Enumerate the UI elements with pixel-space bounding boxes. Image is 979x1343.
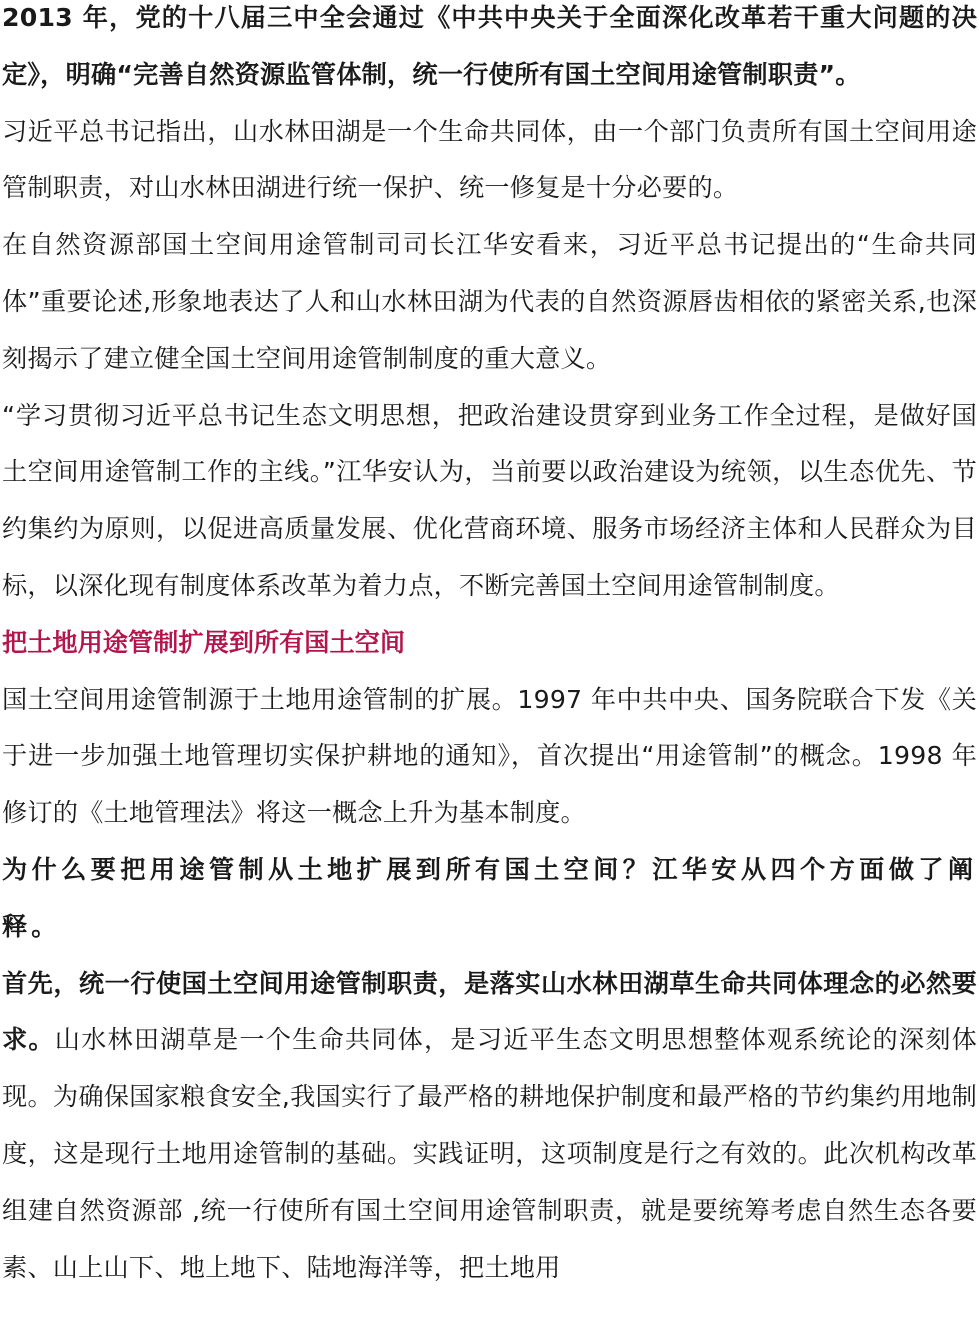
paragraph-life-community: 习近平总书记指出，山水林田湖是一个生命共同体，由一个部门负责所有国土空间用途管制职责，对山水林田湖进行统一保护、统一修复是十分必要的。	[2, 116, 977, 203]
section-heading: 把土地用途管制扩展到所有国土空间	[2, 627, 405, 657]
first-reason-lead: 首先，统一行使国土空间用途管制职责，是落实山水林田湖草生命共同体理念的必然要求。	[2, 968, 977, 1055]
paragraph-decision: 2013 年，党的十八届三中全会通过《中共中央关于全面深化改革若干重大问题的决定》，明确“完善自然资源监管体制，统一行使所有国土空间用途管制职责”。	[2, 3, 977, 89]
paragraph-why-question: 为什么要把用途管制从土地扩展到所有国土空间？江华安从四个方面做了阐释。	[2, 854, 977, 941]
paragraph-land-use-origin: 国土空间用途管制源于土地用途管制的扩展。1997 年中共中央、国务院联合下发《关于进一步加强土地管理切实保护耕地的通知》，首次提出“用途管制”的概念。1998 年修订的《土地管理法》将这一概念上升为基本制度。	[2, 684, 977, 828]
first-reason-body: 山水林田湖草是一个生命共同体，是习近平生态文明思想整体观系统论的深刻体现。为确保国家粮食安全,我国实行了最严格的耕地保护制度和最严格的节约集约用地制度，这是现行土地用途管制的基础。实践证明，这项制度是行之有效的。此次机构改革组建自然资源部 ,统一行使所有国土空间用途管制职责，就是要统筹考虑自然生态各要素、山上山下、地上地下、陆地海洋等，把土地用	[2, 1025, 978, 1282]
paragraph-first-reason	[2, 956, 977, 1297]
paragraph-director-view: 在自然资源部国土空间用途管制司司长江华安看来，习近平总书记提出的“生命共同体”重要论述,形象地表达了人和山水林田湖为代表的自然资源唇齿相依的紧密关系,也深刻揭示了建立健全国土空间用途管制制度的重大意义。	[2, 230, 977, 373]
paragraph-political-construction: “学习贯彻习近平总书记生态文明思想，把政治建设贯穿到业务工作全过程，是做好国土空间用途管制工作的主线。”江华安认为，当前要以政治建设为统领，以生态优先、节约集约为原则，以促进高质量发展、优化营商环境、服务市场经济主体和人民群众为目标，以深化现有制度体系改革为着力点，不断完善国土空间用途管制制度。	[2, 400, 977, 600]
